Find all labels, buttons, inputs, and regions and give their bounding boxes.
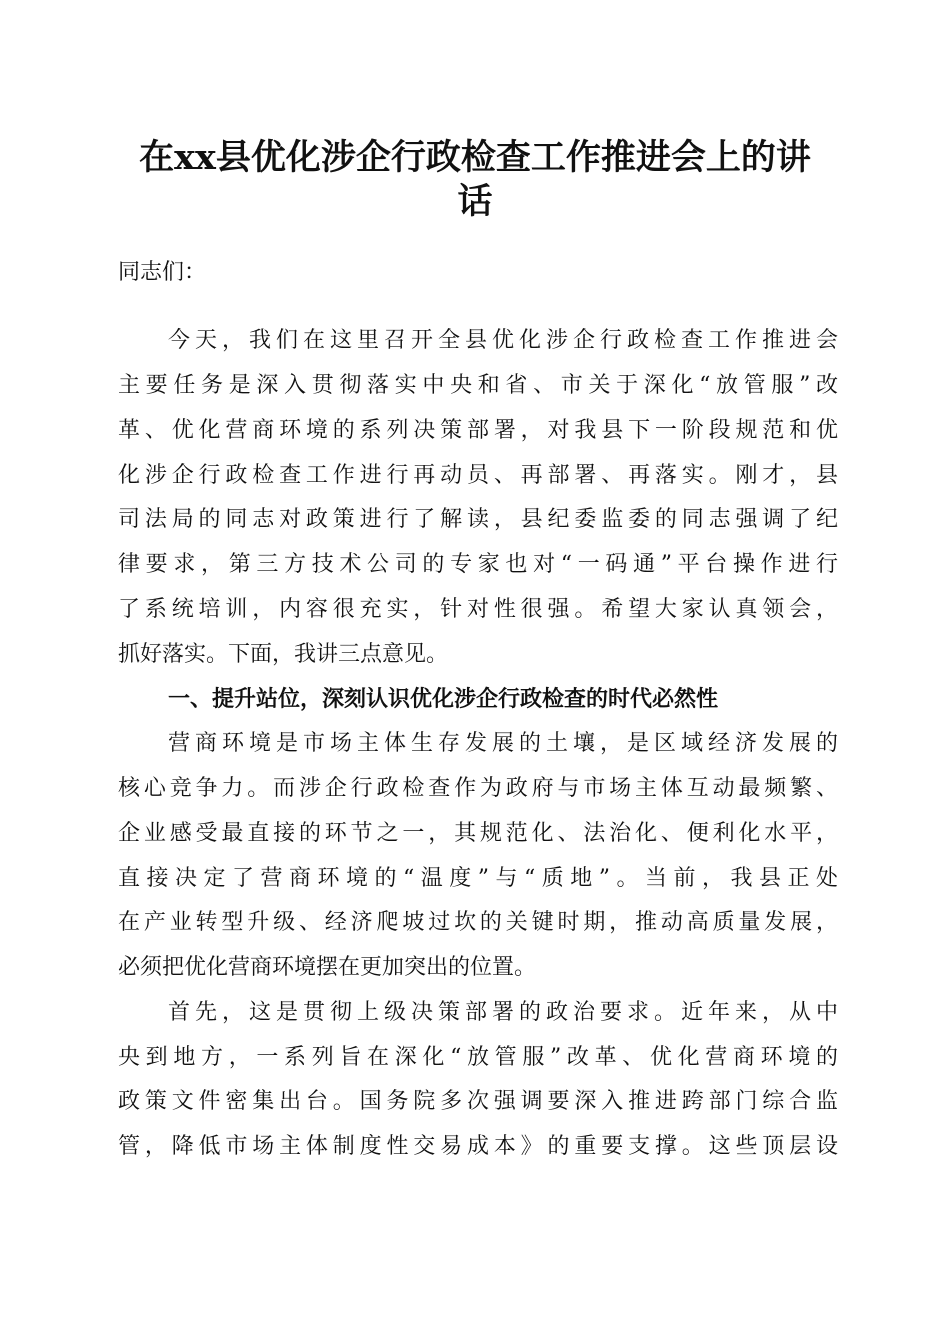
salutation: 同志们： — [118, 260, 207, 285]
paragraph-line: 必须把优化营商环境摆在更加突出的位置。 — [118, 955, 537, 980]
paragraph-line: 在产业转型升级、经济爬坡过坎的关键时期，推动高质量发展， — [118, 910, 838, 935]
paragraph-line: 营商环境是市场主体生存发展的土壤，是区域经济发展的 — [168, 731, 838, 756]
paragraph-line: 企业感受最直接的环节之一，其规范化、法治化、便利化水平， — [118, 821, 838, 846]
document-title — [120, 136, 830, 224]
section-heading: 一、提升站位，深刻认识优化涉企行政检查的时代必然性 — [168, 687, 719, 712]
title-line-2: 话 — [457, 181, 493, 222]
title-line-1: 在xx县优化涉企行政检查工作推进会上的讲 — [139, 137, 811, 178]
paragraph-line: 今天，我们在这里召开全县优化涉企行政检查工作推进会 — [168, 328, 838, 353]
paragraph-line: 革、优化营商环境的系列决策部署，对我县下一阶段规范和优 — [118, 418, 838, 443]
paragraph-line: 抓好落实。下面，我讲三点意见。 — [118, 642, 449, 667]
paragraph-line: 化涉企行政检查工作进行再动员、再部署、再落实。刚才，县 — [118, 463, 838, 488]
paragraph-line: 管，降低市场主体制度性交易成本》的重要支撑。这些顶层设 — [118, 1134, 838, 1159]
paragraph-line: 政策文件密集出台。国务院多次强调要深入推进跨部门综合监 — [118, 1089, 838, 1114]
paragraph-line: 首先，这是贯彻上级决策部署的政治要求。近年来，从中 — [168, 1000, 838, 1025]
paragraph-line: 直接决定了营商环境的“温度”与“质地”。当前，我县正处 — [118, 866, 838, 891]
paragraph-line: 律要求，第三方技术公司的专家也对“一码通”平台操作进行 — [118, 552, 838, 577]
paragraph-line: 核心竞争力。而涉企行政检查作为政府与市场主体互动最频繁、 — [118, 776, 838, 801]
paragraph-line: 央到地方，一系列旨在深化“放管服”改革、优化营商环境的 — [118, 1045, 838, 1070]
paragraph-line: 司法局的同志对政策进行了解读，县纪委监委的同志强调了纪 — [118, 507, 838, 532]
paragraph-line: 了系统培训，内容很充实，针对性很强。希望大家认真领会， — [118, 597, 838, 622]
paragraph-line: 主要任务是深入贯彻落实中央和省、市关于深化“放管服”改 — [118, 373, 838, 398]
